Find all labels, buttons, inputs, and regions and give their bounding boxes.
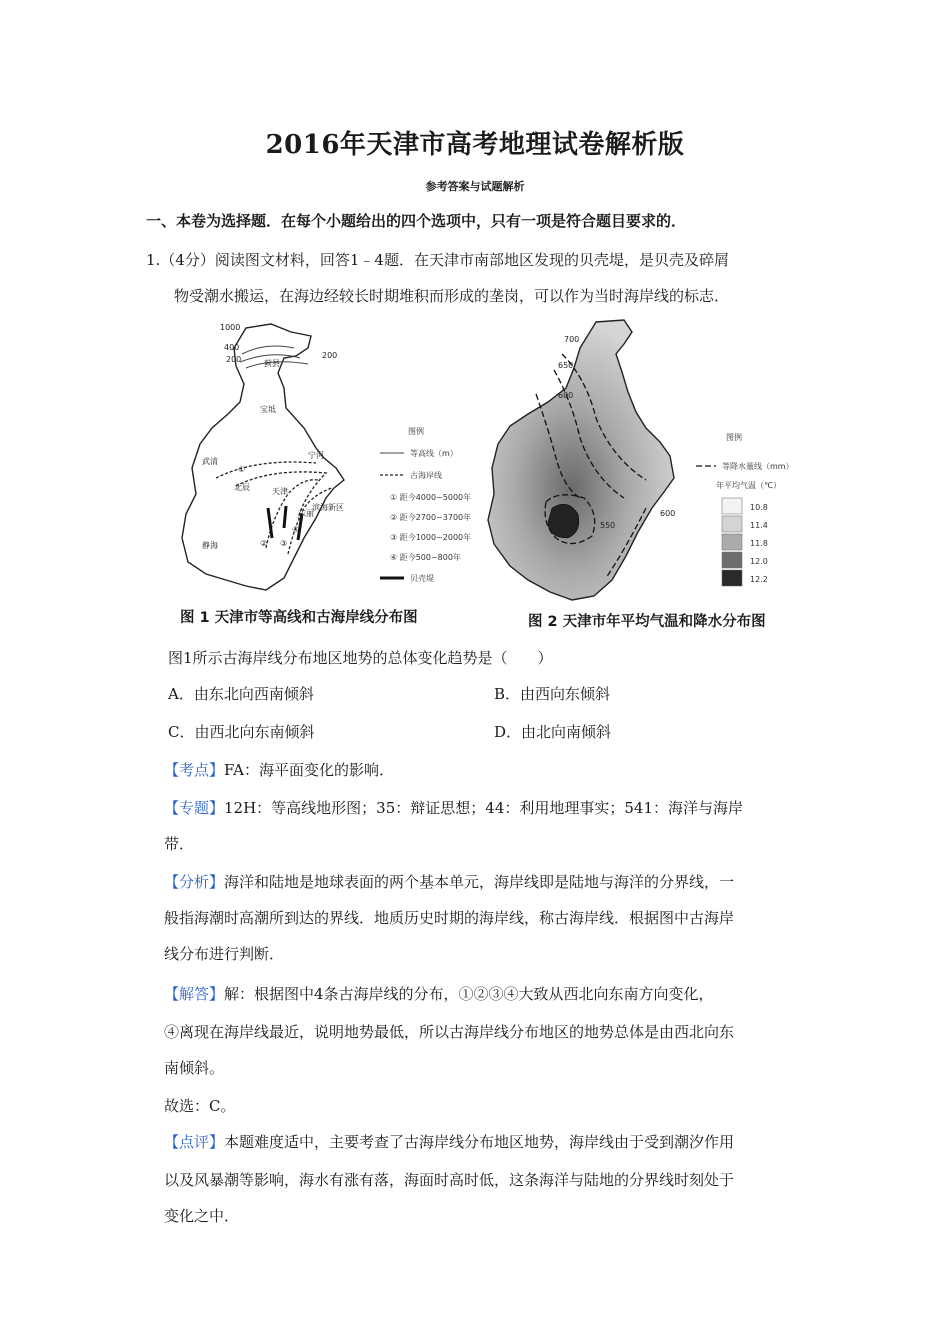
fenxi-row <box>164 872 734 892</box>
place-label: 宁河 <box>308 451 324 460</box>
fenxi-line3: 线分布进行判断． <box>164 945 285 963</box>
place-label: 武清 <box>202 457 218 466</box>
option-a: A．由东北向西南倾斜 <box>168 685 314 703</box>
dianping-tag: 【点评】 <box>164 1133 225 1151</box>
isohyet-label: 550 <box>600 521 616 530</box>
fenxi-line2: 般指海潮时高潮所到达的界线．地质历史时期的海岸线，称古海岸线．根据图中古海岸 <box>164 909 735 927</box>
figure2-caption: 图 2 天津市年平均气温和降水分布图 <box>528 614 766 630</box>
temp-swatch <box>722 570 742 586</box>
temp-swatch <box>722 552 742 568</box>
legend-item: ② 距今2700~3700年 <box>390 513 472 522</box>
question-stem-line1: 1.（4分）阅读图文材料，回答1﹣4题．在天津市南部地区发现的贝壳堤，是贝壳及碎屑 <box>146 251 729 269</box>
figure2-legend <box>696 432 794 586</box>
figure1-legend <box>380 426 471 583</box>
shoreline-number: ③ <box>280 539 288 548</box>
shoreline-number: ④ <box>292 525 300 534</box>
zhuanti-line2: 带． <box>164 835 195 853</box>
figures-svg <box>176 318 826 638</box>
dianping-text: 本题难度适中，主要考查了古海岸线分布地区地势，海岸线由于受到潮汐作用 <box>224 1133 735 1151</box>
fenxi-tag: 【分析】 <box>164 873 225 891</box>
legend-item: 等高线（m） <box>410 449 458 458</box>
jieda-text: 解：根据图中4条古海岸线的分布，①②③④大致从西北向东南方向变化， <box>224 985 714 1003</box>
place-label: 北辰 <box>234 483 250 492</box>
legend-title: 图例 <box>726 433 742 442</box>
legend-item: 等降水量线（mm） <box>722 462 794 471</box>
dianping-row <box>164 1132 734 1152</box>
fenxi-text: 海洋和陆地是地球表面的两个基本单元，海岸线即是陆地与海洋的分界线，一 <box>224 873 735 891</box>
jieda-line3: 南倾斜。 <box>164 1059 225 1077</box>
kaodian-text: FA：海平面变化的影响． <box>224 761 394 779</box>
contour-label: 400 <box>224 343 240 352</box>
kaodian-tag: 【考点】 <box>164 761 225 779</box>
temp-value: 12.0 <box>750 557 768 566</box>
fig1-shell-ridge <box>284 506 286 528</box>
option-c: C．由西北向东南倾斜 <box>168 723 315 741</box>
legend-item: 贝壳堤 <box>410 574 434 583</box>
section-heading: 一、本卷为选择题．在每个小题给出的四个选项中，只有一项是符合题目要求的． <box>146 212 687 230</box>
legend-item: 年平均气温（℃） <box>716 481 781 490</box>
figure1-caption: 图 1 天津市等高线和古海岸线分布图 <box>180 610 418 626</box>
temp-value: 11.8 <box>750 539 768 548</box>
legend-item: ① 距今4000~5000年 <box>390 493 472 502</box>
contour-label: 1000 <box>220 323 241 332</box>
temp-swatch <box>722 498 742 514</box>
zhuanti-tag: 【专题】 <box>164 799 225 817</box>
dianping-line2: 以及风暴潮等影响，海水有涨有落，海面时高时低，这条海洋与陆地的分界线时刻处于 <box>164 1171 735 1189</box>
contour-label: 200 <box>322 351 338 360</box>
question-stem-line2: 物受潮水搬运，在海边经较长时期堆积而形成的垄岗，可以作为当时海岸线的标志． <box>174 287 730 305</box>
shoreline-number: ② <box>260 539 268 548</box>
question-ask: 图1所示古海岸线分布地区地势的总体变化趋势是（ ） <box>168 649 553 667</box>
figure2-map <box>488 320 675 600</box>
figures-panel <box>176 318 826 638</box>
temp-value: 12.2 <box>750 575 768 584</box>
place-label: 东丽 <box>298 509 314 518</box>
zhuanti-text: 12H：等高线地形图；35：辩证思想；44：利用地理事实；541：海洋与海岸 <box>224 799 743 817</box>
jieda-line2: ④离现在海岸线最近，说明地势最低，所以古海岸线分布地区的地势总体是由西北向东 <box>164 1023 735 1041</box>
page-subtitle: 参考答案与试题解析 <box>425 180 525 193</box>
isohyet-label: 650 <box>558 361 574 370</box>
option-b: B．由西向东倾斜 <box>494 685 611 703</box>
legend-item: 古海岸线 <box>410 471 442 480</box>
place-label: 滨海新区 <box>312 503 344 512</box>
fig2-temp-core <box>548 504 579 538</box>
option-d: D．由北向南倾斜 <box>494 723 612 741</box>
answer-line: 故选：C。 <box>164 1097 236 1115</box>
place-label: 蓟县 <box>264 359 280 368</box>
jieda-tag: 【解答】 <box>164 985 225 1003</box>
legend-item: ③ 距今1000~2000年 <box>390 533 472 542</box>
place-label: 天津 <box>272 487 288 496</box>
kaodian-row <box>164 760 394 780</box>
dianping-line3: 变化之中． <box>164 1207 240 1225</box>
place-label: 宝坻 <box>260 405 276 414</box>
isohyet-label: 600 <box>558 391 574 400</box>
page-title: 2016年天津市高考地理试卷解析版 <box>265 130 685 160</box>
shoreline-number: ① <box>238 465 246 474</box>
zhuanti-row <box>164 798 743 818</box>
temp-value: 10.8 <box>750 503 768 512</box>
temp-swatch <box>722 534 742 550</box>
jieda-row <box>164 984 714 1004</box>
legend-title: 图例 <box>408 427 424 436</box>
isohyet-label: 700 <box>564 335 580 344</box>
isohyet-label: 600 <box>660 509 676 518</box>
legend-item: ④ 距今500~800年 <box>390 553 461 562</box>
contour-label: 200 <box>226 355 242 364</box>
figure1-map <box>182 323 344 590</box>
temp-swatch <box>722 516 742 532</box>
fig2-boundary <box>488 320 674 600</box>
place-label: 静海 <box>202 541 218 550</box>
temp-value: 11.4 <box>750 521 768 530</box>
